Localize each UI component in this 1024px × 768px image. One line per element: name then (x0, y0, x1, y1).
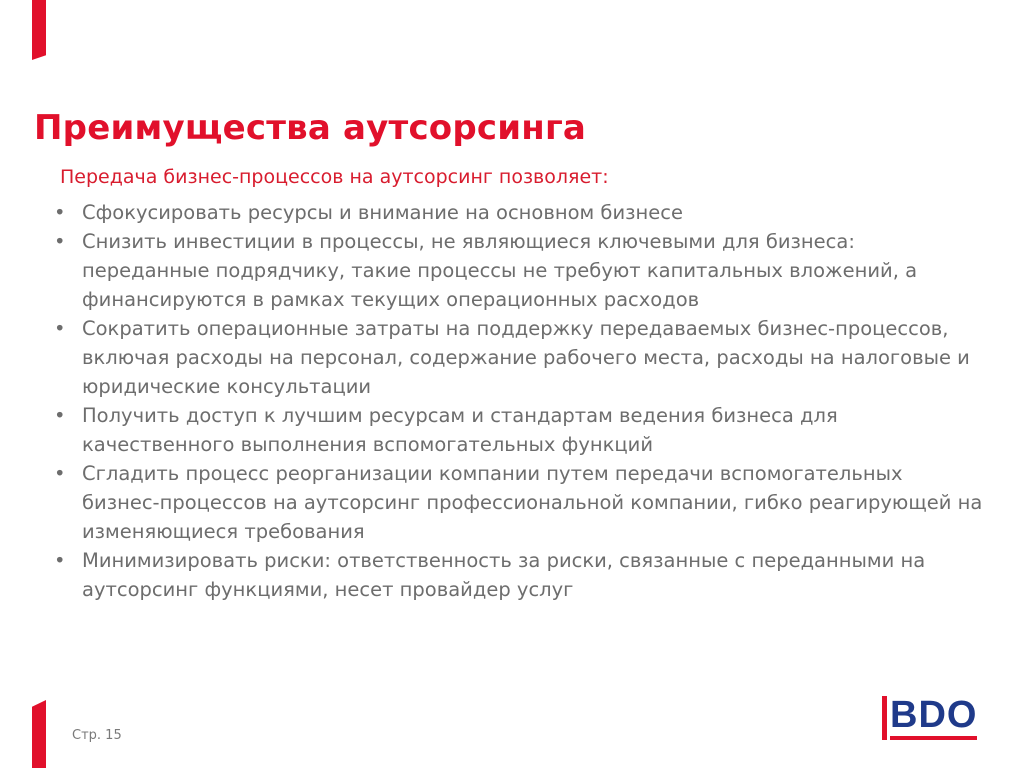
bullet-list (54, 198, 984, 604)
bullet-icon: • (54, 230, 66, 253)
list-item-text: Минимизировать риски: ответственность за риски, связанные с переданными на аутсорсинг функциями, несет провайдер услуг (82, 549, 926, 601)
list-item (54, 198, 984, 227)
logo-underline (890, 736, 977, 740)
list-item (54, 314, 984, 401)
list-item-text: Сгладить процесс реорганизации компании путем передачи вспомогательных бизнес-процессов на аутсорсинг профессиональной компании, гибко реагирующей на изменяющиеся требования (82, 462, 983, 543)
bullet-icon: • (54, 404, 66, 427)
page-number: Стр. 15 (72, 728, 122, 743)
list-item-text: Сфокусировать ресурсы и внимание на основном бизнесе (82, 201, 683, 224)
list-item (54, 227, 984, 314)
list-item-text: Получить доступ к лучшим ресурсам и стандартам ведения бизнеса для качественного выполнения вспомогательных функций (82, 404, 838, 456)
list-item (54, 401, 984, 459)
bullet-icon: • (54, 549, 66, 572)
top-accent-bar (32, 0, 46, 60)
bdo-logo (882, 696, 977, 740)
list-item (54, 546, 984, 604)
bullet-icon: • (54, 462, 66, 485)
logo-wordmark (890, 696, 977, 740)
bullet-icon: • (54, 201, 66, 224)
list-item-text: Снизить инвестиции в процессы, не являющиеся ключевыми для бизнеса: переданные подрядчику, такие процессы не требуют капитальных вложений, а финансируются в рамках текущих операционных расходов (82, 230, 918, 311)
logo-red-bar (882, 696, 887, 740)
list-item-text: Сократить операционные затраты на поддержку передаваемых бизнес-процессов, включая расходы на персонал, содержание рабочего места, расходы на налоговые и юридические консультации (82, 317, 970, 398)
slide-title: Преимущества аутсорсинга (34, 108, 587, 148)
list-item (54, 459, 984, 546)
slide-intro: Передача бизнес-процессов на аутсорсинг позволяет: (60, 166, 609, 188)
bullet-icon: • (54, 317, 66, 340)
bottom-accent-bar (32, 700, 46, 768)
logo-text: BDO (890, 694, 978, 736)
